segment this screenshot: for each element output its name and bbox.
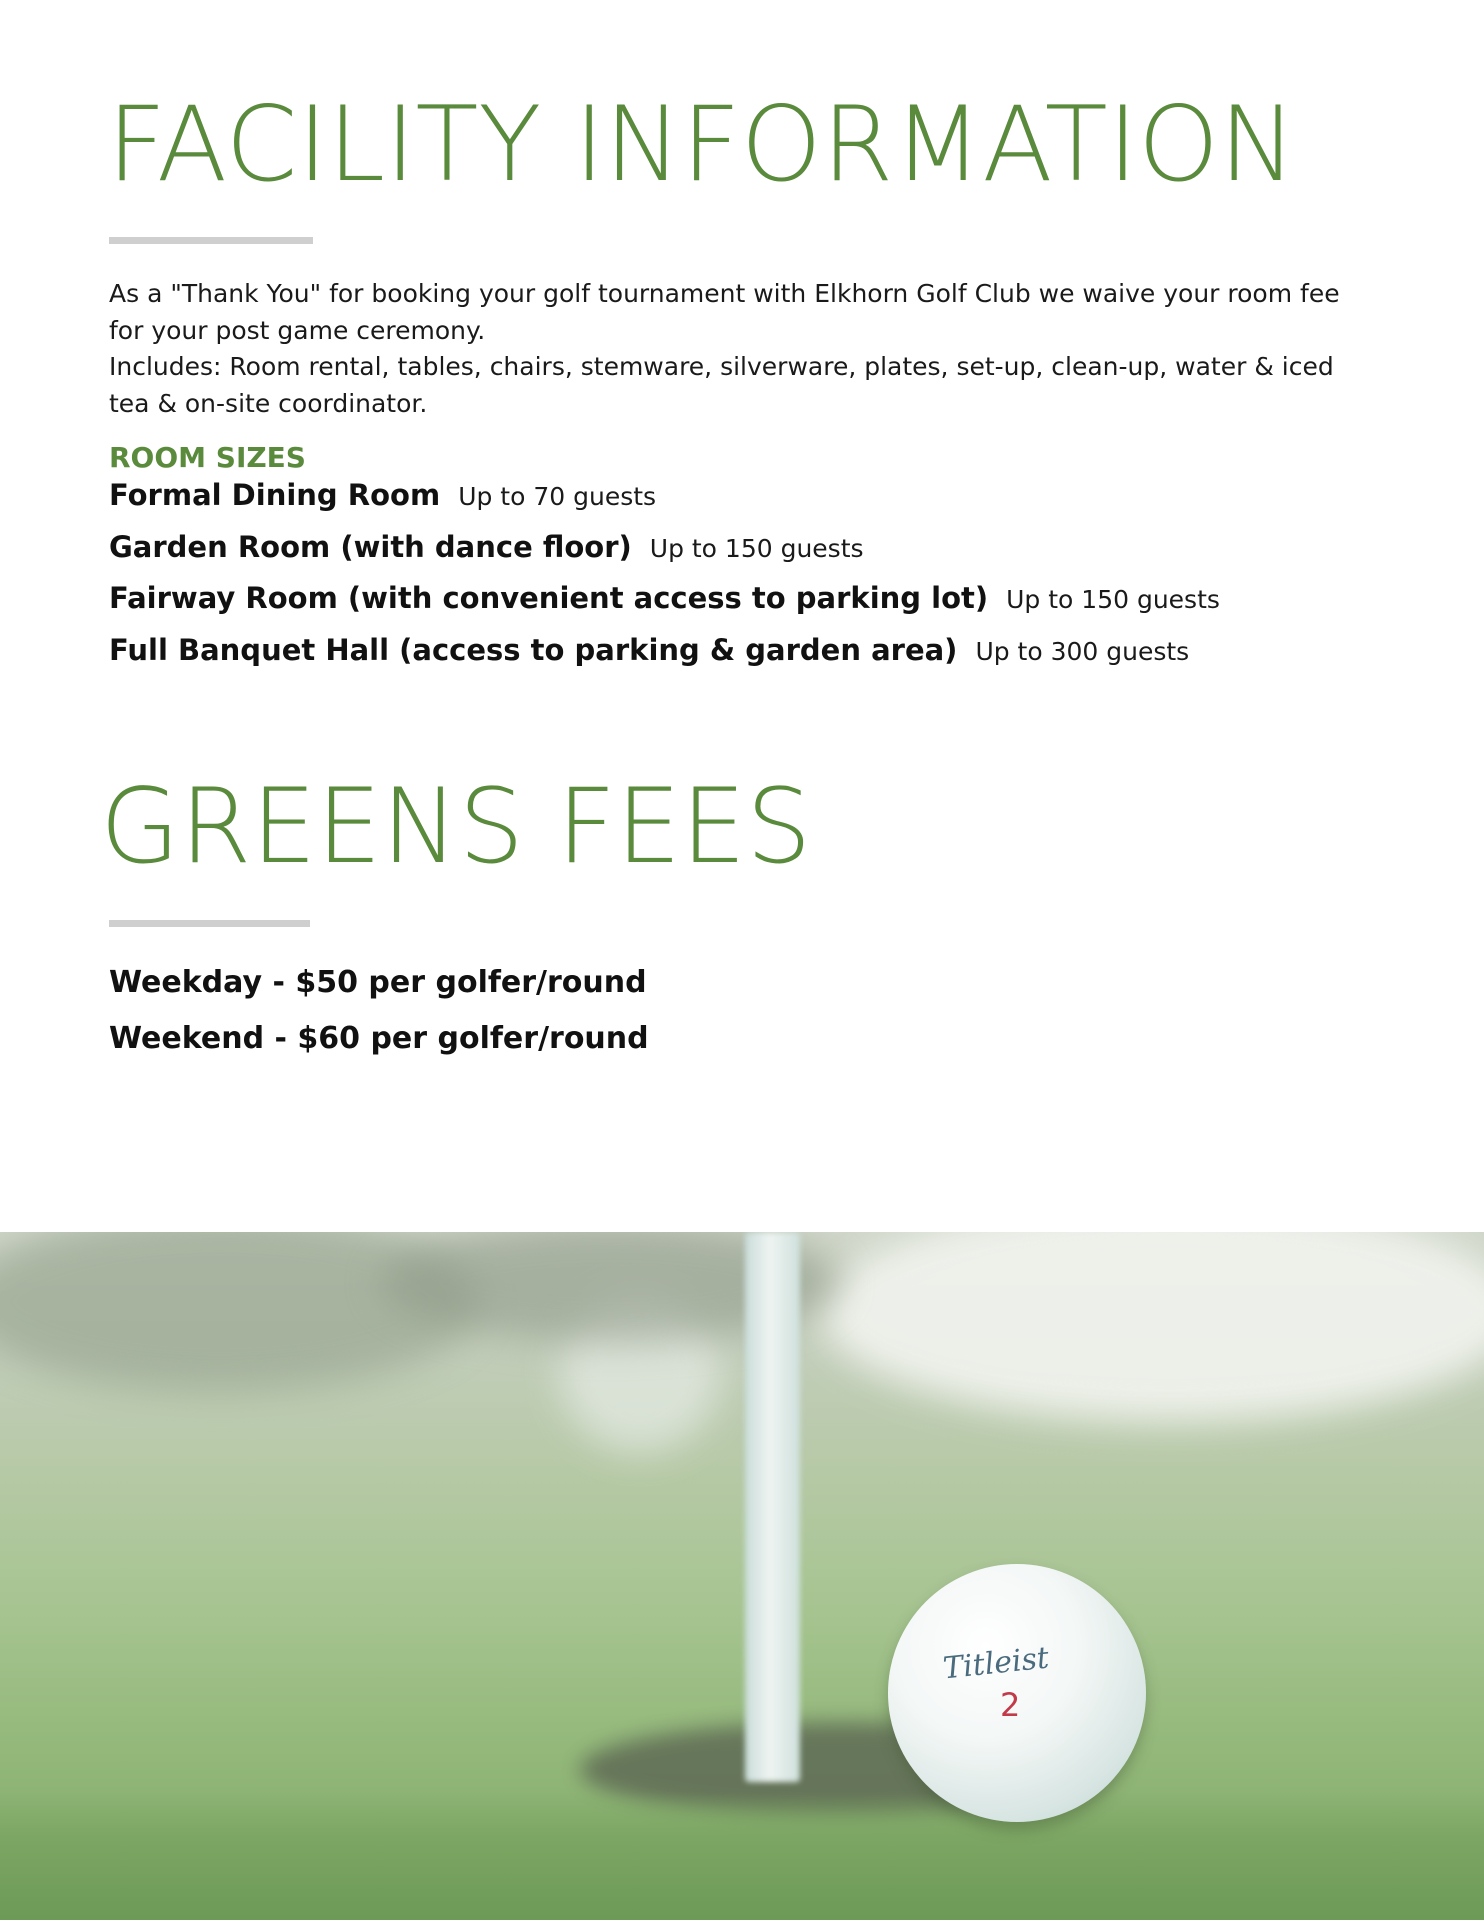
- title-underline: [109, 237, 313, 244]
- room-capacity: Up to 150 guests: [649, 533, 864, 563]
- fee-weekend: Weekend - $60 per golfer/round: [109, 1021, 649, 1056]
- bokeh-blur: [820, 1232, 1484, 1422]
- ball-brand-logo: Titleist: [941, 1640, 1051, 1687]
- room-item: [109, 581, 1409, 633]
- room-list: [109, 478, 1409, 684]
- room-item: [109, 530, 1409, 582]
- golf-ball: [888, 1564, 1146, 1822]
- grass-foreground: [0, 1792, 1484, 1920]
- room-capacity: Up to 300 guests: [975, 636, 1190, 666]
- golf-ball-photo: [0, 1232, 1484, 1920]
- fee-weekday: Weekday - $50 per golfer/round: [109, 965, 647, 1000]
- intro-includes: Includes: Room rental, tables, chairs, stemware, silverware, plates, set-up, clean-up, water & iced tea & on-site coordinator.: [109, 352, 1334, 418]
- facility-information-title: FACILITY INFORMATION: [107, 85, 1297, 205]
- room-name: Full Banquet Hall (access to parking & garden area): [109, 632, 958, 667]
- room-item: [109, 478, 1409, 530]
- room-sizes-heading: ROOM SIZES: [109, 441, 306, 474]
- room-item: [109, 633, 1409, 685]
- room-capacity: Up to 150 guests: [1006, 585, 1220, 614]
- room-name: Formal Dining Room: [109, 478, 441, 512]
- greens-fees-title: GREENS FEES: [100, 767, 812, 887]
- ball-number: 2: [1000, 1686, 1021, 1724]
- flagpole: [745, 1232, 800, 1782]
- fee-list: [109, 955, 649, 1067]
- intro-thank-you: As a "Thank You" for booking your golf tournament with Elkhorn Golf Club we waive your room fee for your post game ceremony.: [109, 279, 1340, 345]
- room-name: Fairway Room (with convenient access to parking lot): [109, 581, 989, 615]
- room-name: Garden Room (with dance floor): [109, 529, 632, 564]
- title-underline: [109, 920, 310, 927]
- intro-text: [109, 276, 1369, 422]
- room-capacity: Up to 70 guests: [458, 482, 657, 511]
